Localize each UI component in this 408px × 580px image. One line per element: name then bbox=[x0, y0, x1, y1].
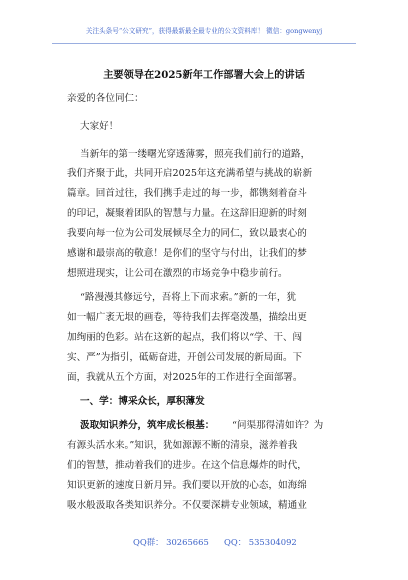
body-line: 吸水般汲取各类知识养分。不仅要深耕专业领域，精通业 bbox=[67, 500, 307, 511]
header-notice: 关注头条号“公文研究”，获得最新最全最专业的公文资料库！ 微信：gongwenyj bbox=[85, 27, 323, 35]
section-heading: 一、学：博采众长，厚积薄发 bbox=[80, 396, 205, 407]
body-line: 的印记，凝聚着团队的智慧与力量。在这辞旧迎新的时刻 bbox=[67, 208, 307, 219]
body-line: 我们齐聚于此，共同开启2025年这充满希望与挑战的崭新 bbox=[67, 168, 313, 179]
body-line: “路漫漫其修远兮，吾将上下而求索。”新的一年，犹 bbox=[80, 292, 297, 303]
qq-number: QQ： 535304092 bbox=[224, 537, 297, 547]
header-divider bbox=[52, 43, 356, 44]
body-line: 实、严”为指引，砥砺奋进，开创公司发展的新局面。下 bbox=[67, 352, 303, 363]
body-line: 知识更新的速度日新月异。我们要以开放的心态，如海绵 bbox=[67, 480, 307, 491]
body-line: “问渠那得清如许？为 bbox=[232, 420, 324, 431]
document-title: 主要领导在2025新年工作部署大会上的讲话 bbox=[103, 69, 305, 81]
body-line: 加绚丽的色彩。站在这新的起点，我们将以“学、干、闯 bbox=[67, 332, 303, 343]
body-line: 当新年的第一缕曙光穿透薄雾，照亮我们前行的道路， bbox=[80, 149, 311, 160]
salutation: 亲爱的各位同仁： bbox=[67, 93, 144, 104]
body-line: 有源头活水来。”知识，犹如源源不断的清泉，滋养着我 bbox=[67, 440, 298, 451]
body-line: 面，我就从五个方面，对2025年的工作进行全面部署。 bbox=[67, 372, 303, 383]
greeting: 大家好！ bbox=[80, 121, 119, 132]
document-body bbox=[67, 92, 338, 532]
body-line: 感谢和最崇高的敬意！是你们的坚守与付出，让我们的梦 bbox=[67, 248, 307, 259]
subsection-lead: 汲取知识养分，筑牢成长根基： bbox=[80, 420, 215, 431]
qq-group-number: QQ群： 30265665 bbox=[133, 537, 209, 547]
body-line: 篇章。回首过往，我们携手走过的每一步，都镌刻着奋斗 bbox=[67, 188, 307, 199]
body-line: 们的智慧，推动着我们的进步。在这个信息爆炸的时代， bbox=[67, 460, 307, 471]
body-line: 想照进现实，让公司在激烈的市场竞争中稳步前行。 bbox=[67, 268, 288, 279]
body-line: 如一幅广袤无垠的画卷，等待我们去挥毫泼墨，描绘出更 bbox=[67, 312, 307, 323]
body-line: 我要向每一位为公司发展倾尽全力的同仁，致以最衷心的 bbox=[67, 228, 307, 239]
